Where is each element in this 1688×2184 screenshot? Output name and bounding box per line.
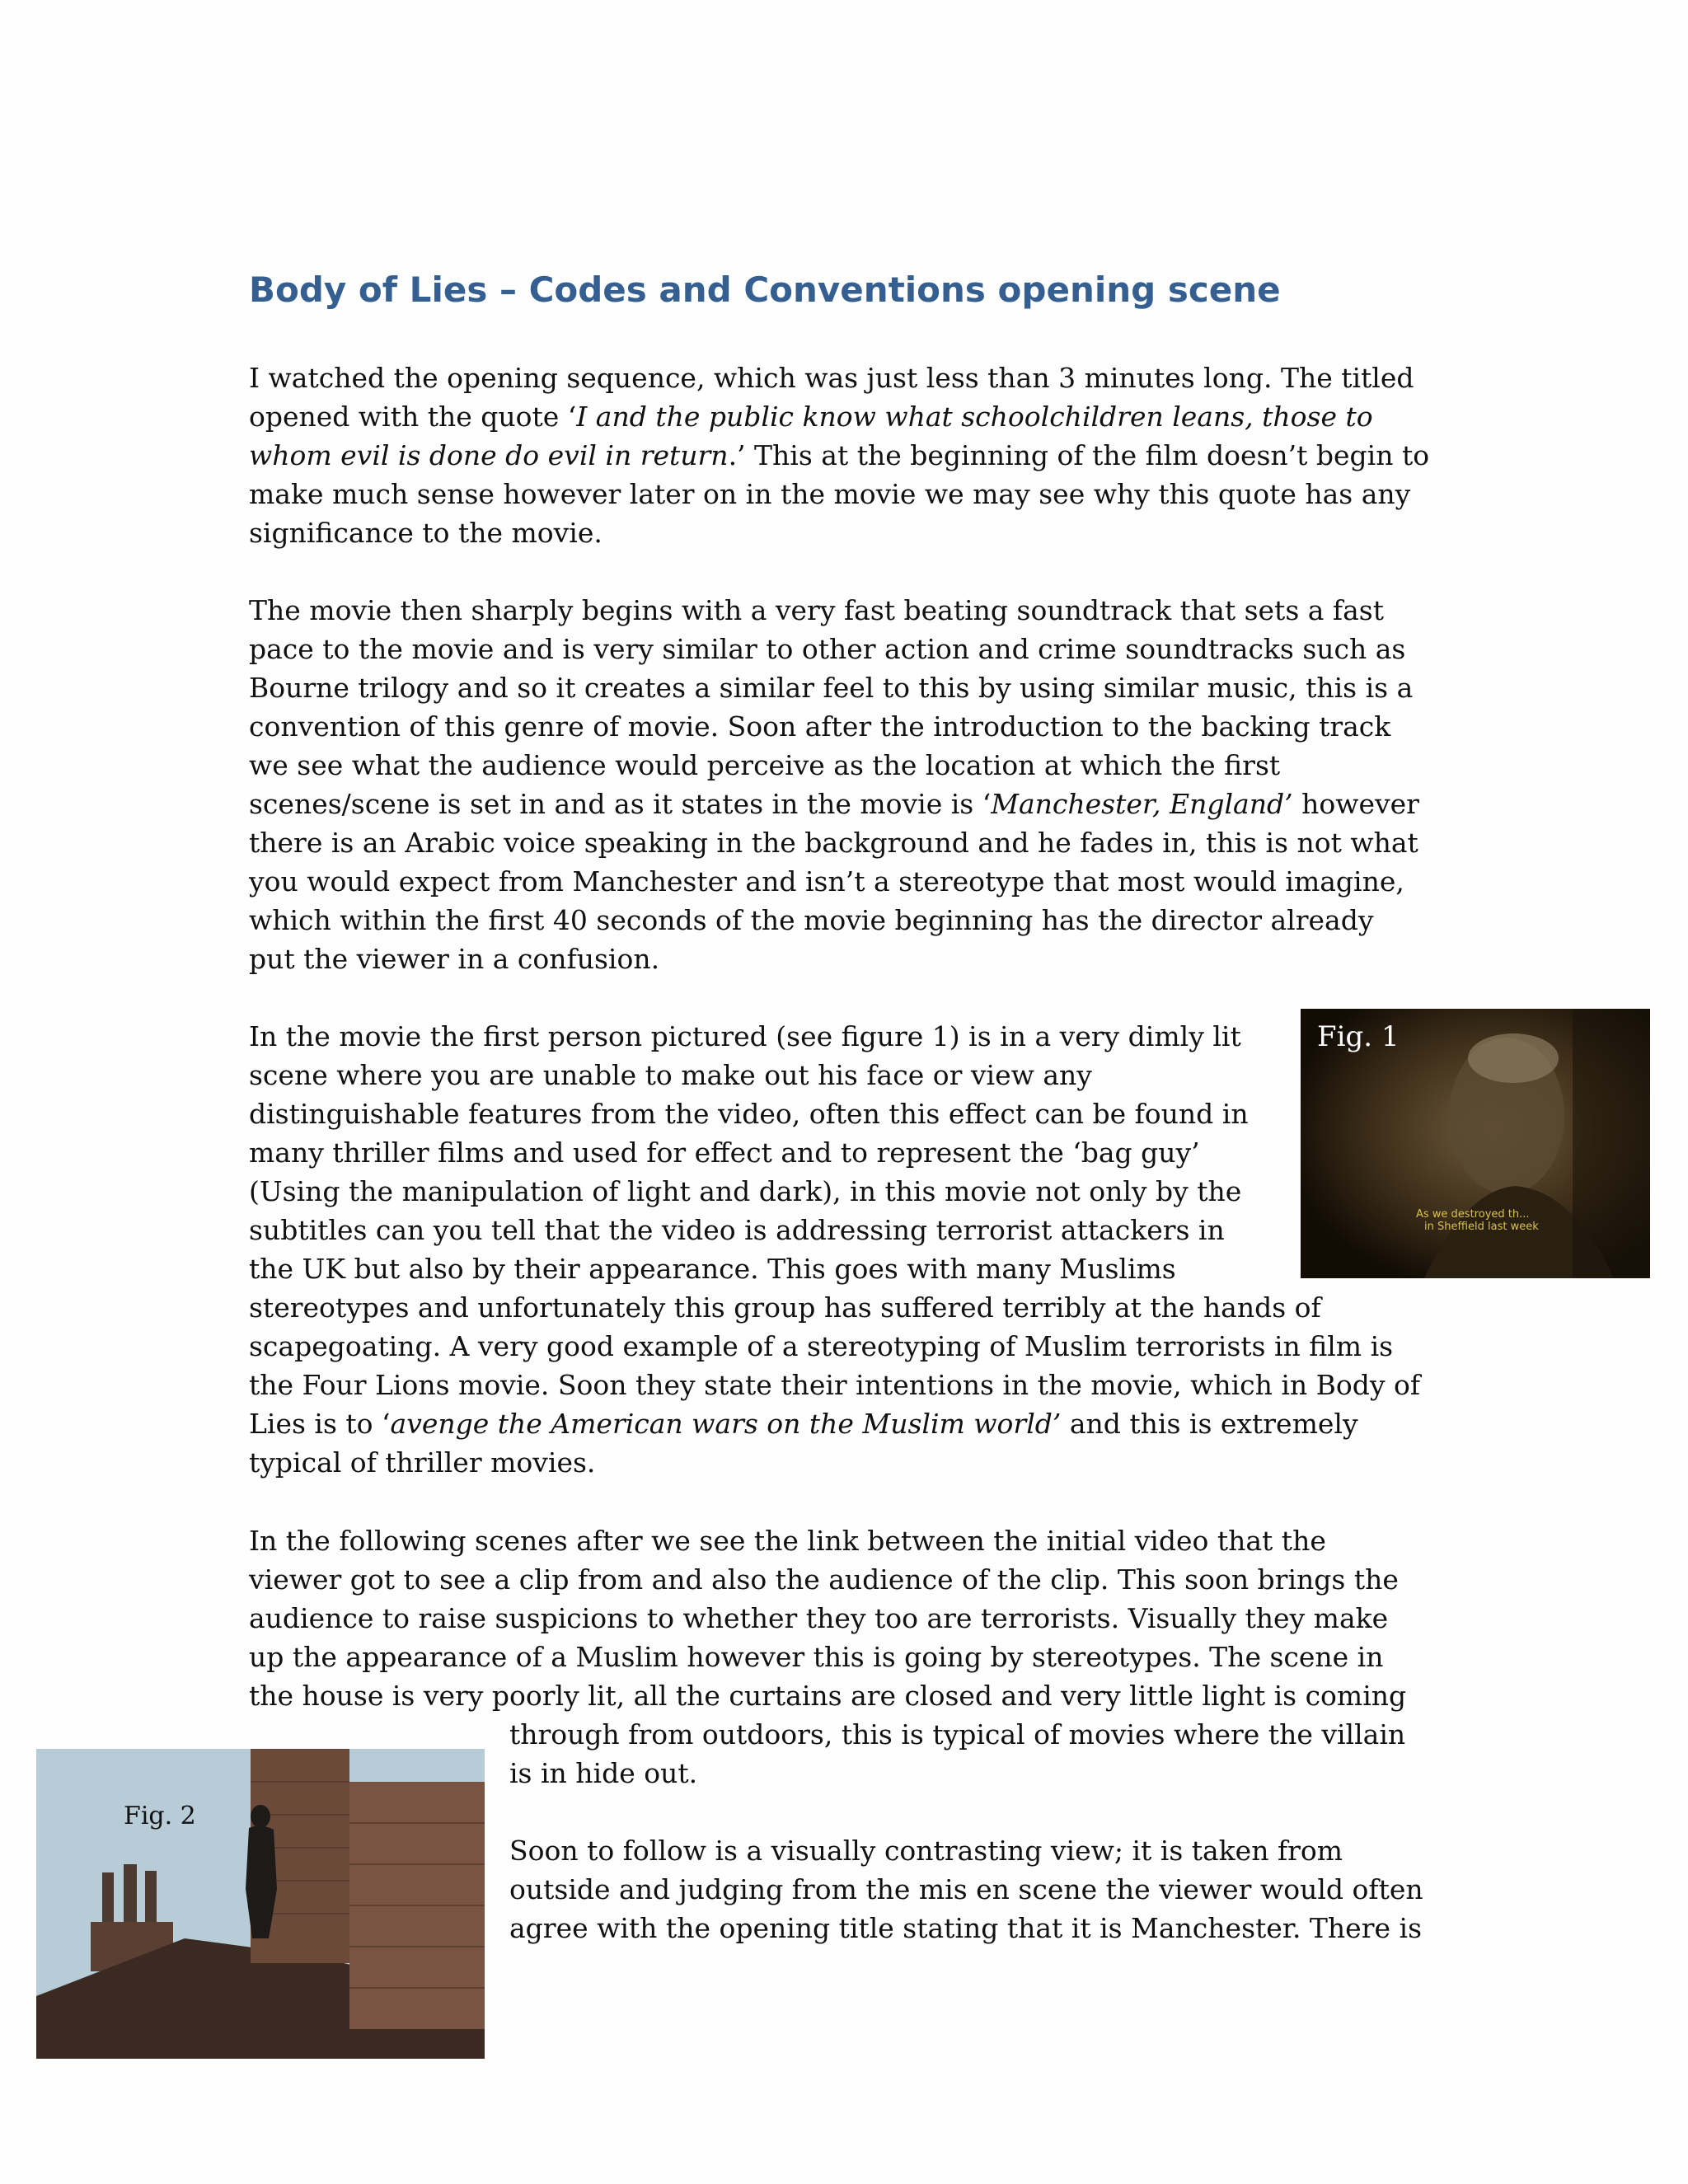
- text-line: typical of thriller movies.: [249, 1446, 596, 1479]
- text-line: In the following scenes after we see the link between the initial video that the: [249, 1525, 1326, 1557]
- text-line: pace to the movie and is very similar to other action and crime soundtracks such as: [249, 633, 1406, 665]
- text-line: The movie then sharply begins with a very fast beating soundtrack that sets a fast: [249, 594, 1384, 626]
- text-line: Lies is to ‘avenge the American wars on the Muslim world’ and this is extremely: [249, 1408, 1358, 1440]
- text-line: convention of this genre of movie. Soon after the introduction to the backing track: [249, 710, 1391, 743]
- text-line: the UK but also by their appearance. This goes with many Muslims: [249, 1253, 1176, 1285]
- text-line: many thriller films and used for effect and to represent the ‘bag guy’: [249, 1137, 1200, 1169]
- quote-text: I and the public know what schoolchildren leans, those to: [576, 401, 1373, 433]
- text-line: I watched the opening sequence, which was just less than 3 minutes long. The titled: [249, 362, 1414, 394]
- text-line: scene where you are unable to make out his face or view any: [249, 1059, 1092, 1091]
- figure-1-image: [1301, 1009, 1650, 1278]
- paragraph-1: [249, 359, 1429, 552]
- text-line: put the viewer in a confusion.: [249, 943, 660, 975]
- text-line: outside and judging from the mis en scene the viewer would often: [509, 1873, 1423, 1905]
- text-line: whom evil is done do evil in return.’ This at the beginning of the film doesn’t begin to: [249, 439, 1430, 471]
- quote-text: whom evil is done do evil in return: [249, 439, 729, 471]
- text-line: the house is very poorly lit, all the curtains are closed and very little light is coming: [249, 1680, 1407, 1712]
- text-line: through from outdoors, this is typical of movies where the villain: [509, 1718, 1406, 1750]
- location-text: Manchester, England’: [991, 788, 1293, 820]
- paragraph-3: [249, 1017, 1420, 1482]
- text-line: Bourne trilogy and so it creates a similar feel to this by using similar music, this is a: [249, 672, 1414, 704]
- text-line: make much sense however later on in the movie we may see why this quote has any: [249, 478, 1411, 510]
- text-line: which within the first 40 seconds of the movie beginning has the director already: [249, 904, 1374, 936]
- subtitle-line-2: in Sheffield last week: [1424, 1221, 1539, 1233]
- text-line: (Using the manipulation of light and dark), in this movie not only by the: [249, 1175, 1242, 1207]
- text-line: agree with the opening title stating that it is Manchester. There is: [509, 1912, 1422, 1944]
- text-line: the Four Lions movie. Soon they state their intentions in the movie, which in Body of: [249, 1369, 1421, 1401]
- figure-2-label: Fig. 2: [124, 1802, 196, 1830]
- text-line: scapegoating. A very good example of a stereotyping of Muslim terrorists in film is: [249, 1330, 1394, 1362]
- text-line: you would expect from Manchester and isn’t a stereotype that most would imagine,: [249, 865, 1404, 898]
- text-line: opened with the quote ‘I and the public know what schoolchildren leans, those to: [249, 401, 1373, 433]
- text-line: up the appearance of a Muslim however this is going by stereotypes. The scene in: [249, 1641, 1384, 1673]
- text-line: is in hide out.: [509, 1757, 698, 1789]
- text-line: scenes/scene is set in and as it states in the movie is ‘Manchester, England’ however: [249, 788, 1419, 820]
- text-line: stereotypes and unfortunately this group has suffered terribly at the hands of: [249, 1291, 1321, 1324]
- figure-1-label: Fig. 1: [1317, 1020, 1400, 1053]
- subtitle-line-1: As we destroyed th...: [1416, 1208, 1530, 1221]
- text-line: viewer got to see a clip from and also the audience of the clip. This soon brings the: [249, 1563, 1399, 1596]
- paragraph-5: [509, 1831, 1423, 1947]
- figure-2-scene: [36, 1749, 485, 2059]
- page-title: Body of Lies – Codes and Conventions opening scene: [249, 269, 1281, 310]
- text-line: audience to raise suspicions to whether they too are terrorists. Visually they make: [249, 1602, 1389, 1634]
- text-line: significance to the movie.: [249, 517, 603, 549]
- text-line: we see what the audience would perceive as the location at which the first: [249, 749, 1281, 781]
- paragraph-2: [249, 591, 1419, 978]
- text-line: there is an Arabic voice speaking in the background and he fades in, this is not what: [249, 827, 1418, 859]
- text-line: Soon to follow is a visually contrasting view; it is taken from: [509, 1835, 1343, 1867]
- quote-text: avenge the American wars on the Muslim world’: [390, 1408, 1062, 1440]
- text-line: distinguishable features from the video, often this effect can be found in: [249, 1098, 1249, 1130]
- text-line: subtitles can you tell that the video is addressing terrorist attackers in: [249, 1214, 1225, 1246]
- figure-2-image: [36, 1749, 485, 2059]
- text-line: In the movie the first person pictured (see figure 1) is in a very dimly lit: [249, 1020, 1241, 1052]
